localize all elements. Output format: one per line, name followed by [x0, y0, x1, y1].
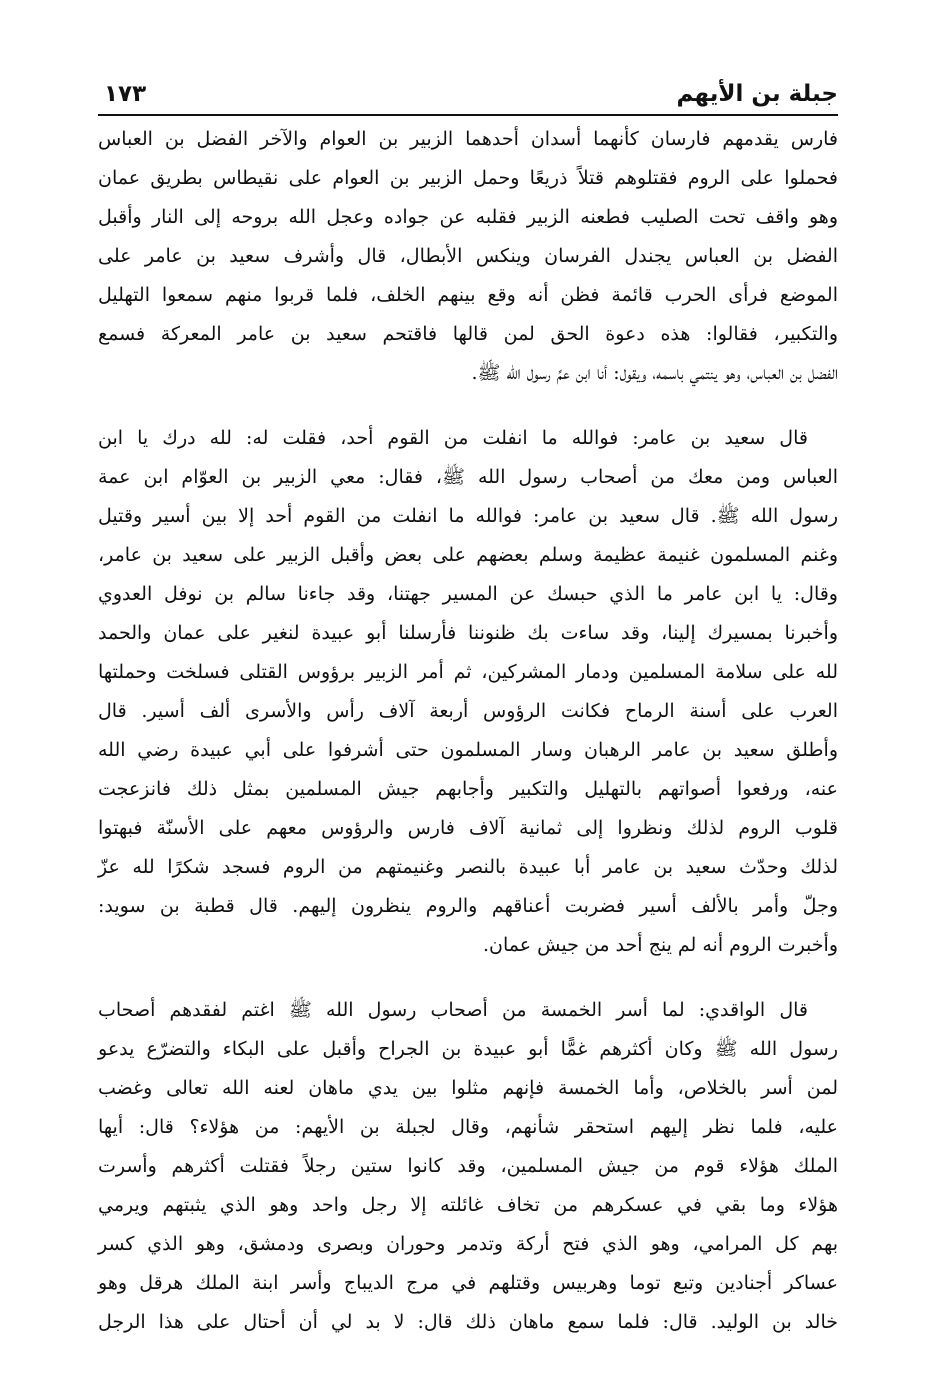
text-line: لذلك وحدّث سعيد بن عامر أبا عبيدة بالنصر وغنيمتهم من الروم فسجد شكرًا لله عزّ: [98, 856, 838, 878]
text-line: عليه، فلما نظر إليهم استحقر شأنهم، وقال لجبلة بن الأيهم: من هؤلاء؟ قال: أيها: [98, 1116, 838, 1138]
text-line: رسول الله ﷺ وكان أكثرهم غمًّا أبو عبيدة بن الجراح وأقبل على البكاء والتضرّع يدعو: [98, 1038, 838, 1060]
text-line: وهو واقف تحت الصليب فطعنه الزبير فقلبه عن جواده وعجل الله بروحه إلى النار وأقبل: [98, 206, 838, 228]
text-line: عساكر أجنادين وتبع توما وهربيس وقتلهم في مرج الديباج وأسر ابنة الملك هرقل وهو: [98, 1272, 838, 1294]
text-line: والتكبير، فقالوا: هذه دعوة الحق لمن قالها فاقتحم سعيد بن عامر المعركة فسمع: [98, 323, 838, 345]
text-line: وأخبرنا بمسيرك إلينا، وقد ساءت بك ظنوننا فأرسلنا أبو عبيدة لنغير على عمان والحمد: [98, 622, 838, 644]
paragraph-1: [98, 120, 838, 393]
page-number: ١٧٣: [104, 81, 147, 107]
text-line: بهم كل المرامي، وهو الذي فتح أركة وتدمر وحوران وبصرى ودمشق، وهو الذي كسر: [98, 1233, 838, 1255]
text-line: الفضل بن العباس يجندل الفرسان وينكس الأبطال، قال وأشرف سعيد بن عامر على: [98, 245, 838, 267]
text-line: قال سعيد بن عامر: فوالله ما انفلت من القوم أحد، فقلت له: لله درك يا ابن: [98, 427, 808, 449]
text-line: فارس يقدمهم فارسان كأنهما أسدان أحدهما الزبير بن العوام والآخر الفضل بن العباس: [98, 128, 838, 150]
text-line: لله على سلامة المسلمين ودمار المشركين، ثم أمر الزبير برؤوس القتلى فسلخت وحملتها: [98, 661, 838, 683]
paragraph-2: [98, 419, 838, 965]
text-line: وجلّ وأمر بالألف أسير فضربت أعناقهم والروم ينظرون إليهم. قال قطبة بن سويد:: [98, 895, 838, 917]
text-line: وقال: يا ابن عامر ما الذي حبسك عن المسير جهتنا، وقد جاءنا سالم بن نوفل العدوي: [98, 583, 838, 605]
paragraph-gap: [98, 393, 838, 419]
text-line: الفضل بن العباس، وهو ينتمي باسمه، ويقول: أنا ابن عمِّ رسول الله ﷺ.: [471, 362, 838, 384]
running-title: جبلة بن الأيهم: [676, 81, 838, 107]
paragraph-gap: [98, 965, 838, 991]
text-line: لمن أسر بالخلاص، وأما الخمسة فإنهم مثلوا بين يدي ماهان لعنه الله تعالى وغضب: [98, 1077, 838, 1099]
text-line: العرب على أسنة الرماح فكانت الرؤوس أربعة آلاف رأس والأسرى ألف أسير. قال: [98, 700, 838, 722]
text-line: عنه، ورفعوا أصواتهم بالتهليل والتكبير وأجابهم جيش المسلمين بمثل ذلك فانزعجت: [98, 778, 838, 800]
book-page: [98, 78, 838, 1348]
page-header: [98, 78, 838, 116]
text-line: قال الواقدي: لما أسر الخمسة من أصحاب رسول الله ﷺ اغتم لفقدهم أصحاب: [98, 999, 808, 1021]
text-line: هؤلاء وما بقي في عسكرهم من تخاف غائلته إلا رجل واحد وهو الذي يثبتهم ويرمي: [98, 1194, 838, 1216]
text-line: خالد بن الوليد. قال: فلما سمع ماهان ذلك قال: لا بد لي أن أحتال على هذا الرجل: [98, 1311, 838, 1333]
text-line: وأخبرت الروم أنه لم ينج أحد من جيش عمان.: [482, 934, 838, 956]
text-line: العباس ومن معك من أصحاب رسول الله ﷺ، فقال: معي الزبير بن العوّام ابن عمة: [98, 466, 838, 488]
text-line: الموضع فرأى الحرب قائمة فظن أنه وقع بينهم الخلف، فلما قربوا منهم سمعوا التهليل: [98, 284, 838, 306]
text-line: الملك هؤلاء قوم من جيش المسلمين، وقد كانوا ستين رجلاً فقتلت أكثرهم وأسرت: [98, 1155, 838, 1177]
text-line: قلوب الروم لذلك ونظروا إلى ثمانية آلاف فارس والرؤوس معهم على الأسنّة فبهتوا: [98, 817, 838, 839]
text-line: وأطلق سعيد بن عامر الرهبان وسار المسلمون حتى أشرفوا على أبي عبيدة رضي الله: [98, 739, 838, 761]
text-line: رسول الله ﷺ. قال سعيد بن عامر: فوالله ما انفلت من القوم أحد إلا بين أسير وقتيل: [98, 505, 838, 527]
paragraph-3: [98, 991, 838, 1342]
text-line: وغنم المسلمون غنيمة عظيمة وسلم بعضهم على بعض وأقبل الزبير على سعيد بن عامر،: [98, 544, 838, 566]
text-line: فحملوا على الروم فقتلوهم قتلاً ذريعًا وحمل الزبير بن العوام على نقيطاس بطريق عمان: [98, 167, 838, 189]
body-text: [98, 120, 838, 1342]
